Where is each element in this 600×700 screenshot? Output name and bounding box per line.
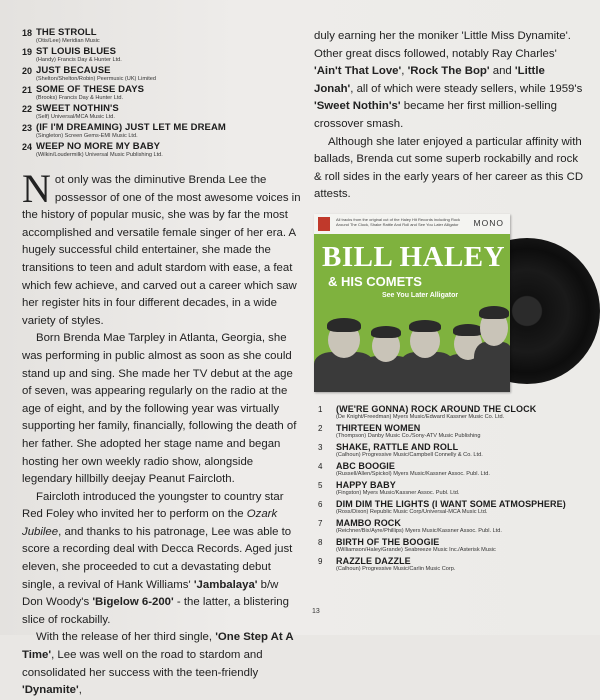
essay-p3-italic: Ozark Jubilee <box>22 508 278 538</box>
track-body <box>336 537 584 554</box>
drop-cap: N <box>22 166 51 211</box>
track-item <box>314 404 584 421</box>
track-number: 22 <box>22 104 33 114</box>
track-body <box>336 480 584 497</box>
track-credit: (Self) Universal/MCA Music Ltd. <box>36 114 115 120</box>
essay-right <box>314 28 584 204</box>
track-body <box>36 85 302 102</box>
track-number: 23 <box>22 123 33 133</box>
track-body <box>336 556 584 573</box>
track-title: SWEET NOTHIN'S <box>36 103 119 114</box>
track-number: 1 <box>318 404 323 414</box>
track-title: (IF I'M DREAMING) JUST LET ME DREAM <box>36 122 226 133</box>
track-number: 5 <box>318 480 323 490</box>
track-item <box>314 537 584 554</box>
track-item <box>22 28 302 45</box>
essay-r1-text-a: duly earning her the moniker 'Little Miss Dynamite'. Other great discs followed, notably Ray Charles' <box>314 30 571 60</box>
essay-r1-text-e: and <box>489 65 515 78</box>
track-credit: (Shelton/Shelton/Robin) Peermusic (UK) Limited <box>36 76 157 82</box>
track-body <box>36 123 302 140</box>
track-item <box>22 66 302 83</box>
track-number: 3 <box>318 442 323 452</box>
band-member-hair <box>453 324 483 336</box>
track-item <box>314 442 584 459</box>
essay-r1-bold-2: 'Rock The Bop' <box>407 65 490 78</box>
essay-left <box>22 166 302 700</box>
track-item <box>22 142 302 159</box>
track-body <box>36 66 302 83</box>
sleeve-artwork <box>314 234 510 392</box>
track-body <box>36 28 302 45</box>
album-sleeve <box>314 214 510 392</box>
track-body <box>36 47 302 64</box>
mono-label: MONO <box>473 217 504 228</box>
track-item <box>314 499 584 516</box>
track-number: 6 <box>318 499 323 509</box>
track-list-top <box>22 28 302 159</box>
track-title: ABC BOOGIE <box>336 460 396 471</box>
essay-p3-text-c: , and thanks to his patronage, Lee was able to score a recording deal with Decca Records. Aged just eleven, she proceeded to cut a devastating debut single, a revival of Hank Williams' <box>22 525 293 591</box>
track-title: MAMBO ROCK <box>336 517 401 528</box>
track-credit: (Calhoun) Progressive Music/Carlin Music Corp. <box>336 565 456 572</box>
track-credit: (Williamson/Haley/Grande) Seabreeze Music Inc./Asterisk Music <box>336 546 496 553</box>
track-title: BIRTH OF THE BOOGIE <box>336 536 440 547</box>
track-number: 9 <box>318 556 323 566</box>
label-logo <box>318 217 330 231</box>
track-item <box>22 47 302 64</box>
track-item <box>22 85 302 102</box>
essay-p3-text-g: - the latter, a blistering slice of rockabilly. <box>22 596 289 626</box>
track-title: THIRTEEN WOMEN <box>336 422 421 433</box>
track-credit: (Reichner/Bix/Ayre/Phillips) Myers Music/Kassner Assoc. Publ. Ltd. <box>336 527 502 534</box>
track-title: RAZZLE DAZZLE <box>336 555 411 566</box>
essay-paragraph-5 <box>314 28 584 134</box>
track-body <box>336 461 584 478</box>
essay-r1-bold-4: 'Sweet Nothin's' <box>314 100 401 113</box>
band-member-hair <box>327 318 361 332</box>
track-item <box>314 518 584 535</box>
essay-r1-bold-3: 'Little Jonah' <box>314 65 545 95</box>
track-body <box>336 423 584 440</box>
track-body <box>36 142 302 159</box>
track-list-bottom <box>314 404 584 573</box>
essay-p3-bold-1: 'Jambalaya' <box>193 578 258 591</box>
band-member-hair <box>409 320 441 332</box>
sleeve-small-text: All tracks from the original cut of the Haley Hit Records including Rock Around The Clock, Shake Rattle And Roll and See You Later Alligator <box>336 216 461 227</box>
track-credit: (De Knight/Freedman) Myers Music/Edward Kassner Music Co. Ltd. <box>336 413 505 420</box>
track-number: 8 <box>318 537 323 547</box>
page-number: 13 <box>312 608 320 615</box>
album-cover-image <box>314 214 572 390</box>
track-number: 4 <box>318 461 323 471</box>
track-number: 18 <box>22 28 33 38</box>
essay-p3-bold-2: 'Bigelow 6-200' <box>92 596 174 609</box>
essay-p3-text-e: b/w Don Woody's <box>22 578 279 609</box>
album-title: BILL HALEY <box>322 240 506 273</box>
right-column <box>314 28 584 575</box>
track-credit: (Thompson) Danby Music Co./Sony-ATV Music Publishing <box>336 432 481 439</box>
track-title: ST LOUIS BLUES <box>36 46 117 57</box>
track-title: SOME OF THESE DAYS <box>36 84 145 95</box>
essay-paragraph-1 <box>22 166 302 330</box>
band-member-suit <box>474 342 510 392</box>
left-column <box>22 28 302 700</box>
track-item <box>22 123 302 140</box>
track-credit: (Handy) Francis Day & Hunter Ltd. <box>36 57 122 63</box>
essay-p4-text-a: With the release of her third single, <box>36 631 216 644</box>
track-body <box>36 104 302 121</box>
track-title: (WE'RE GONNA) ROCK AROUND THE CLOCK <box>336 403 537 414</box>
essay-p3-text-a: Faircloth introduced the youngster to country star Red Foley who invited her to perform on the <box>22 490 284 521</box>
album-caption: See You Later Alligator <box>382 291 459 299</box>
essay-p1-text: ot only was the diminutive Brenda Lee the possessor of one of the most awesome voices in the history of popular music, she was by far the most accomplished and versatile female singer of her era. A hugely successful child entertainer, she made the transitions to teen and adult stardom with ease, a feat which few achieve, and carved out a career which saw her register hits in four different decades, in a wide variety of styles. <box>22 174 301 327</box>
track-title: SHAKE, RATTLE AND ROLL <box>336 441 459 452</box>
essay-paragraph-2: Born Brenda Mae Tarpley in Atlanta, Georgia, she was performing in public almost as soon as she could stand up and sing. She made her TV debut at the age of seven, was appearing regularly on the radio at the age of eight, and by the following year was virtually supporting her family, financially, following the death of her father. She adopted her stage name and began hosting her own weekly radio show, alongside legendary hillbilly deejay Peanut Faircloth. <box>22 332 297 486</box>
track-credit: (Ross/Dixon) Republic Music Corp/Universal-MCA Music Ltd. <box>336 508 488 515</box>
track-credit: (Wilkin/Loudermilk) Universal Music Publishing Ltd. <box>36 152 163 158</box>
track-credit: (Calhoun) Progressive Music/Campbell Connelly & Co. Ltd. <box>336 451 483 458</box>
essay-p4-bold-1: 'One Step At A Time' <box>22 631 294 662</box>
essay-p4-text-c: , Lee was well on the road to stardom and consolidated her success with the teen-friendly <box>22 649 263 679</box>
album-subtitle: & HIS COMETS <box>328 273 422 289</box>
track-number: 21 <box>22 85 33 95</box>
track-credit: (Russell/Allen/Spickol) Myers Music/Kassner Assoc. Publ. Ltd. <box>336 470 490 477</box>
essay-paragraph-4 <box>22 629 302 699</box>
track-title: THE STROLL <box>36 27 97 38</box>
track-credit: (Brooks) Francis Day & Hunter Ltd. <box>36 95 124 101</box>
track-item <box>314 423 584 440</box>
essay-paragraph-6: Although she later enjoyed a particular affinity with ballads, Brenda cut some superb rockabilly and rock & roll sides in the early years of her career as this CD attests. <box>314 135 584 201</box>
track-number: 7 <box>318 518 323 528</box>
track-title: DIM DIM THE LIGHTS (I WANT SOME ATMOSPHERE) <box>336 498 566 509</box>
track-item <box>314 556 584 573</box>
essay-paragraph-3 <box>22 489 302 630</box>
track-title: JUST BECAUSE <box>36 65 111 76</box>
track-body <box>336 518 584 535</box>
track-credit: (Fingston) Myers Music/Kassner Assoc. Publ. Ltd. <box>336 489 460 496</box>
track-body <box>336 499 584 516</box>
track-credit: (Singleton) Screen Gems-EMI Music Ltd. <box>36 133 138 139</box>
essay-r1-text-i: became her first million-selling crossover smash. <box>314 100 557 130</box>
essay-r1-bold-1: 'Ain't That Love' <box>314 65 402 78</box>
track-number: 2 <box>318 423 323 433</box>
essay-r1-text-c: , <box>401 65 408 78</box>
track-item <box>314 461 584 478</box>
track-item <box>314 480 584 497</box>
track-credit: (Otis/Lee) Meridian Music <box>36 38 100 44</box>
track-title: HAPPY BABY <box>336 479 396 490</box>
track-body <box>336 404 584 421</box>
sleeve-header <box>314 214 510 234</box>
band-member-hair <box>479 306 509 319</box>
track-number: 20 <box>22 66 33 76</box>
track-title: WEEP NO MORE MY BABY <box>36 141 161 152</box>
track-item <box>22 104 302 121</box>
essay-p4-text-e: , <box>78 684 82 697</box>
essay-r1-text-g: , all of which were steady sellers, while 1959's <box>350 82 583 95</box>
track-number: 24 <box>22 142 33 152</box>
essay-p4-bold-2: 'Dynamite' <box>22 684 79 697</box>
track-number: 19 <box>22 47 33 57</box>
track-body <box>336 442 584 459</box>
band-member-hair <box>371 326 401 338</box>
